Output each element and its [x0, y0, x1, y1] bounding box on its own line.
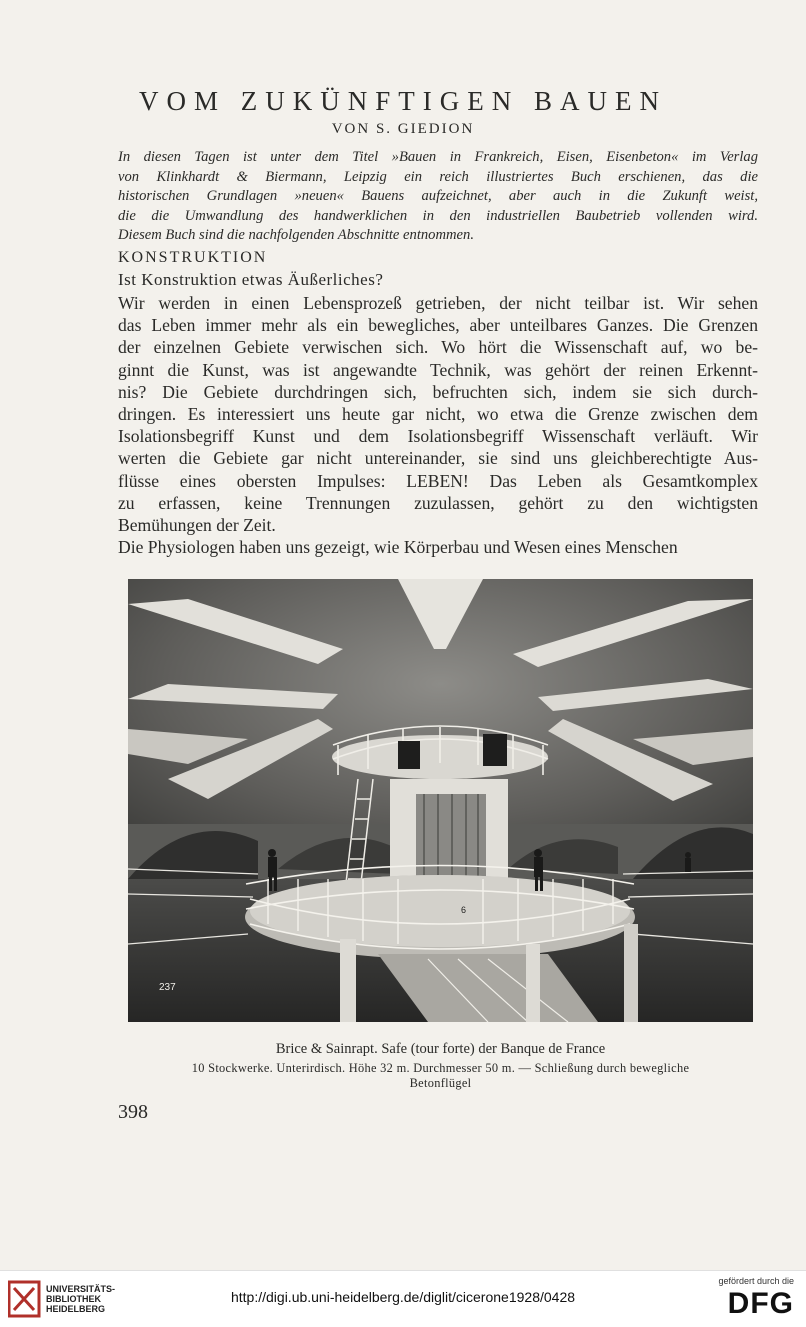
page-number: 398	[118, 1101, 148, 1123]
library-name-line: UNIVERSITÄTS-	[46, 1284, 116, 1294]
library-name-line: BIBLIOTHEK	[46, 1294, 101, 1304]
body-line: dringen. Es interessiert uns heute gar nicht, wo etwa die Grenze zwischen dem	[118, 404, 758, 425]
figure-caption-details	[128, 1061, 753, 1091]
caption-details-line: Betonflügel	[409, 1076, 472, 1090]
body-line: Wir werden in einen Lebensprozeß getrieben, der nicht teilbar ist. Wir sehen	[118, 293, 758, 313]
intro-line: die die Umwandlung des handwerklichen in den industriellen Baubetrieb vollenden wird.	[118, 207, 758, 224]
body-line: das Leben immer mehr als ein bewegliches, aber unteilbares Ganzes. Die Grenzen	[118, 315, 758, 336]
body-line: werten die Gebiete gar nicht untereinander, sie sind uns gleichberechtigte Aus-	[118, 448, 758, 469]
body-line: Isolationsbegriff Kunst und dem Isolationsbegriff Wissenschaft verläuft. Wir	[118, 426, 758, 447]
body-line: nis? Die Gebiete durchdringen sich, befruchten sich, indem sie sich durch-	[118, 381, 758, 402]
intro-line: historischen Grundlagen »neuen« Bauens aufzeichnet, aber auch in die Zukunft weist,	[118, 188, 758, 205]
body-line: ginnt die Kunst, was ist angewandte Technik, was gehört der reinen Erkennt-	[118, 359, 758, 380]
dfg-logo: DFG	[727, 1287, 794, 1320]
body-line: flüsse eines obersten Impulses: LEBEN! Das Leben als Gesamtkomplex	[118, 470, 758, 491]
body-paragraph	[118, 292, 758, 558]
floor-number-mark: 6	[461, 905, 467, 915]
article-byline: VON S. GIEDION	[331, 121, 475, 137]
intro-line: Diesem Buch sind die nachfolgenden Abschnitte entnommen.	[118, 227, 474, 244]
body-line: zu erfassen, keine Trennungen zuzulassen, gehört zu den wichtigsten	[118, 492, 758, 513]
intro-line: In diesen Tagen ist unter dem Titel »Bauen in Frankreich, Eisen, Eisenbeton« im Verlag	[118, 149, 758, 165]
caption-details-line: 10 Stockwerke. Unterirdisch. Höhe 32 m. Durchmesser 50 m. — Schließung durch bewegliche	[191, 1061, 690, 1075]
vault-photograph	[128, 579, 753, 1022]
vault-illustration	[128, 579, 753, 1022]
funder-label: gefördert durch die	[718, 1276, 794, 1286]
body-line: Bemühungen der Zeit.	[118, 515, 276, 536]
figure-caption: Brice & Sainrapt. Safe (tour forte) der Banque de France	[275, 1041, 606, 1057]
intro-line: von Klinkhardt & Biermann, Leipzig ein reich illustriertes Buch erschienen, das die	[118, 168, 758, 185]
library-name-line: HEIDELBERG	[46, 1304, 106, 1314]
permalink-url[interactable]: http://digi.ub.uni-heidelberg.de/diglit/cicerone1928/0428	[230, 1289, 576, 1305]
article-title: VOM ZUKÜNFTIGEN BAUEN	[139, 86, 667, 116]
section-subheading: Ist Konstruktion etwas Äußerliches?	[118, 270, 384, 289]
plate-number: 237	[159, 982, 176, 993]
body-line: der einzelnen Gebiete verwischen sich. Wo hört die Wissenschaft auf, wo be-	[118, 337, 758, 358]
intro-paragraph	[118, 148, 758, 246]
body-line: Die Physiologen haben uns gezeigt, wie Körperbau und Wesen eines Menschen	[118, 537, 678, 558]
digitization-footer	[0, 1270, 806, 1327]
section-heading: KONSTRUKTION	[118, 249, 268, 266]
